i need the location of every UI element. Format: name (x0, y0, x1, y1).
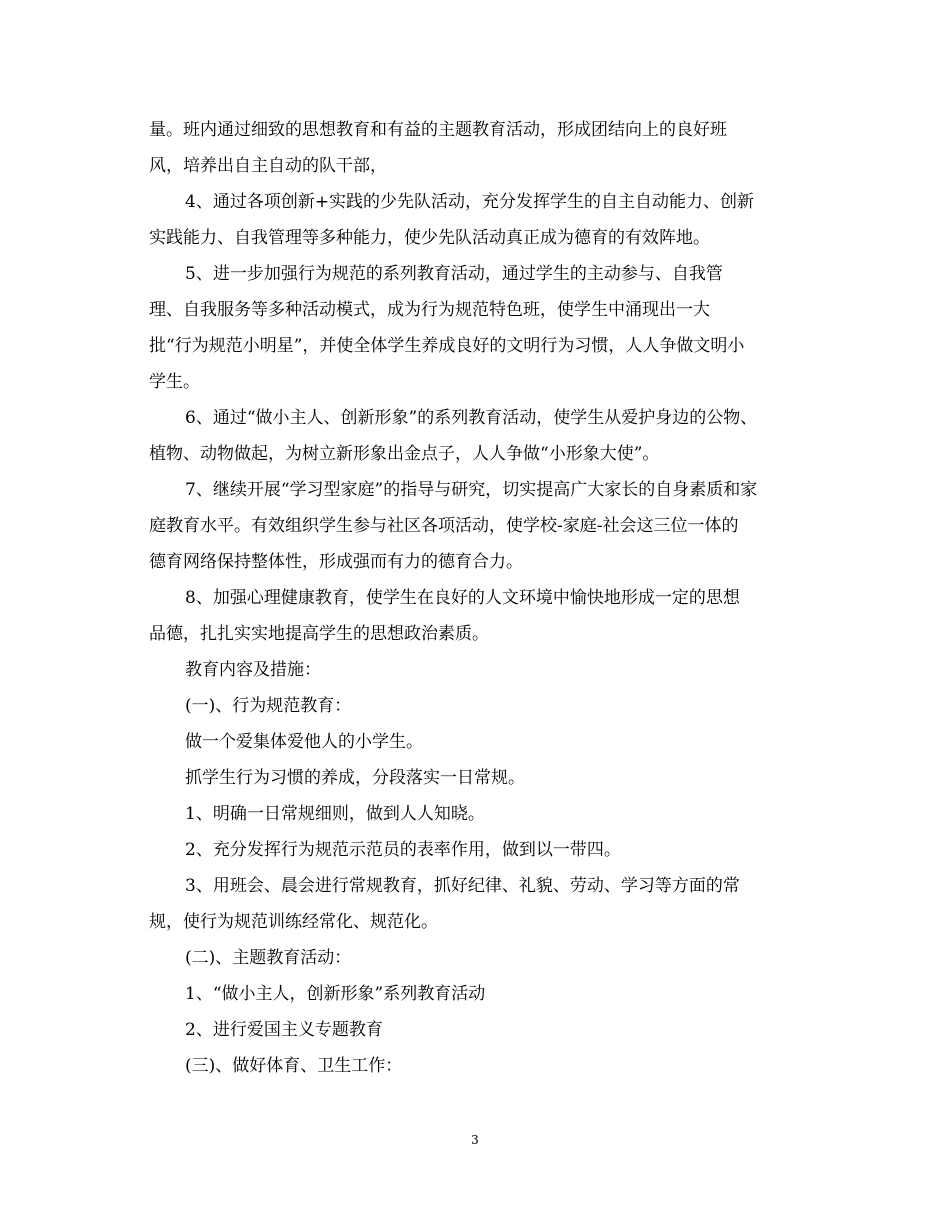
text-line: 2、进行爱国主义专题教育 (185, 1020, 383, 1040)
text-line: (一)、行为规范教育： (185, 696, 352, 716)
text-line: 2、充分发挥行为规范示范员的表率作用，做到以一带四。 (185, 840, 621, 860)
text-line: 植物、动物做起，为树立新形象出金点子，人人争做“小形象大使”。 (149, 444, 660, 464)
text-line: 规，使行为规范训练经常化、规范化。 (149, 912, 438, 932)
text-line: (三)、做好体育、卫生工作： (185, 1056, 403, 1076)
text-line: 批“行为规范小明星”，并使全体学生养成良好的文明行为习惯，人人争做文明小 (149, 336, 745, 356)
text-line: 6、通过“做小主人、创新形象”的系列教育活动，使学生从爱护身边的公物、 (185, 408, 758, 428)
body-text (149, 112, 805, 1084)
text-line: 学生。 (149, 372, 200, 392)
text-line: 教育内容及措施： (185, 660, 321, 680)
text-line: 7、继续开展“学习型家庭”的指导与研究，切实提高广大家长的自身素质和家 (185, 480, 758, 500)
text-line: 抓学生行为习惯的养成，分段落实一日常规。 (185, 768, 525, 788)
text-line: 4、通过各项创新+实践的少先队活动，充分发挥学生的自主自动能力、创新 (185, 192, 755, 212)
text-line: 做一个爱集体爱他人的小学生。 (185, 732, 423, 752)
text-line: 庭教育水平。有效组织学生参与社区各项活动，使学校-家庭-社会这三位一体的 (149, 516, 739, 536)
text-line: 5、进一步加强行为规范的系列教育活动，通过学生的主动参与、自我管 (185, 264, 723, 284)
text-line: 1、“做小主人，创新形象”系列教育活动 (185, 984, 486, 1004)
text-line: 3、用班会、晨会进行常规教育，抓好纪律、礼貌、劳动、学习等方面的常 (185, 876, 740, 896)
text-line: 实践能力、自我管理等多种能力，使少先队活动真正成为德育的有效阵地。 (149, 228, 710, 248)
text-line: 1、明确一日常规细则，做到人人知晓。 (185, 804, 485, 824)
text-line: 德育网络保持整体性，形成强而有力的德育合力。 (149, 552, 523, 572)
text-line: 8、加强心理健康教育，使学生在良好的人文环境中愉快地形成一定的思想 (185, 588, 740, 608)
text-line: 量。班内通过细致的思想教育和有益的主题教育活动，形成团结向上的良好班 (149, 120, 727, 140)
text-line: 品德，扎扎实实地提高学生的思想政治素质。 (149, 624, 489, 644)
page-number: 3 (471, 1133, 479, 1147)
text-line: (二)、主题教育活动： (185, 948, 352, 968)
text-line: 理、自我服务等多种活动模式，成为行为规范特色班，使学生中涌现出一大 (149, 300, 710, 320)
text-line: 风，培养出自主自动的队干部， (149, 156, 387, 176)
